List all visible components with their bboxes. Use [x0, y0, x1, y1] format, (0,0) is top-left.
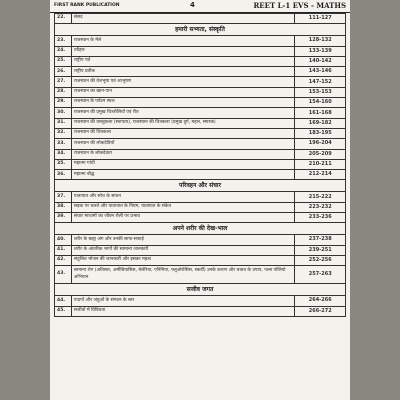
- page-header: [50, 0, 350, 13]
- book-page: [50, 0, 350, 400]
- chapter-number: 45.: [55, 306, 72, 316]
- chapter-number: 44.: [55, 296, 72, 306]
- contents-row: [55, 139, 346, 149]
- page-range: 169-182: [295, 118, 346, 128]
- page-range: 154-160: [295, 98, 346, 108]
- page-range: 140-142: [295, 56, 346, 66]
- chapter-title: राजस्थान की लोकदेवियाँ: [71, 139, 295, 149]
- chapter-title: संतुलित भोजन की जानकारी और इसका महत्व: [71, 255, 295, 265]
- page-range: 264-266: [295, 296, 346, 306]
- chapter-title: संचार माध्यमों का जीवन शैली पर प्रभाव: [71, 213, 295, 223]
- page-range: 239-251: [295, 245, 346, 255]
- chapter-number: 24.: [55, 46, 72, 56]
- chapter-title: राजस्थान की चित्रकला: [71, 128, 295, 138]
- chapter-title: महात्मा गांधी: [71, 159, 295, 169]
- page-range: 153-153: [295, 87, 346, 97]
- contents-row: [55, 14, 346, 24]
- contents-row: [55, 67, 346, 77]
- page-range: 212-214: [295, 170, 346, 180]
- contents-row: [55, 192, 346, 202]
- page-range: 233-236: [295, 213, 346, 223]
- section-heading-row: [55, 223, 346, 235]
- chapter-number: 32.: [55, 128, 72, 138]
- contents-row: [55, 118, 346, 128]
- contents-row: [55, 306, 346, 316]
- page-range: 161-168: [295, 108, 346, 118]
- chapter-number: 28.: [55, 87, 72, 97]
- chapter-number: 27.: [55, 77, 72, 87]
- chapter-number: 33.: [55, 139, 72, 149]
- page-range: 147-152: [295, 77, 346, 87]
- chapter-title: राष्ट्रीय पर्व: [71, 56, 295, 66]
- publisher-name: FIRST RANK PUBLICATION: [54, 3, 120, 8]
- chapter-title: सड़क पर चलते और यातायात के नियम, यातायात के संकेत: [71, 202, 295, 212]
- contents-row: [55, 149, 346, 159]
- contents-row: [55, 255, 346, 265]
- contents-table: [54, 13, 346, 317]
- contents-row: [55, 98, 346, 108]
- page-range: 223-232: [295, 202, 346, 212]
- chapter-title: पादपों और जंतुओं के संगठन के स्तर: [71, 296, 295, 306]
- chapter-number: 40.: [55, 235, 72, 245]
- contents-row: [55, 36, 346, 46]
- page-range: 266-272: [295, 306, 346, 316]
- chapter-number: 38.: [55, 202, 72, 212]
- page-range: 183-195: [295, 128, 346, 138]
- page-range: 128-132: [295, 36, 346, 46]
- chapter-number: 23.: [55, 36, 72, 46]
- chapter-title: राजस्थान की प्रमुख चित्रशैलियाँ एवं रीत: [71, 108, 295, 118]
- section-heading: अपने शरीर की देख-भाल: [55, 223, 346, 235]
- chapter-number: 31.: [55, 118, 72, 128]
- section-heading-row: [55, 284, 346, 296]
- chapter-number: 39.: [55, 213, 72, 223]
- section-heading: सजीव जगत: [55, 284, 346, 296]
- chapter-title: सामान्य रोग (अतिसार, अमीबियासिस, मेलेरिया, एनिमिया, फ्लूओरोसिस, स्कर्वी) उनके कारण और बचाव के उपाय, पल्स पोलियो अभियान: [71, 266, 295, 284]
- chapter-number: 25.: [55, 56, 72, 66]
- page-range: 257-263: [295, 266, 346, 284]
- chapter-number: 29.: [55, 98, 72, 108]
- page-range: 111-127: [295, 14, 346, 24]
- contents-row: [55, 296, 346, 306]
- chapter-title: संसद: [71, 14, 295, 24]
- contents-row: [55, 202, 346, 212]
- chapter-number: 37.: [55, 192, 72, 202]
- page-range: 215-222: [295, 192, 346, 202]
- chapter-title: राजस्थान के पर्यटन स्थल: [71, 98, 295, 108]
- chapter-title: महात्मा बौद्ध: [71, 170, 295, 180]
- chapter-number: 36.: [55, 170, 72, 180]
- contents-row: [55, 213, 346, 223]
- page-range: 210-211: [295, 159, 346, 169]
- chapter-title: राजस्थान की वेशभूषा एवं आभूषण: [71, 77, 295, 87]
- contents-row: [55, 266, 346, 284]
- contents-row: [55, 46, 346, 56]
- page-number: 4: [190, 1, 195, 9]
- chapter-title: राजस्थान का खान-पान: [71, 87, 295, 97]
- page-range: 143-146: [295, 67, 346, 77]
- chapter-number: 34.: [55, 149, 72, 159]
- chapter-number: 43.: [55, 266, 72, 284]
- chapter-title: त्यौहार: [71, 46, 295, 56]
- chapter-number: 42.: [55, 255, 72, 265]
- chapter-title: राजस्थान की वास्तुकला (स्थापत्य), राजस्थान की चित्रकला (प्रमुख दुर्ग, महल, स्मारक): [71, 118, 295, 128]
- section-heading-row: [55, 180, 346, 192]
- chapter-title: शरीर के आंतरिक भागों की सामान्य जानकारी: [71, 245, 295, 255]
- chapter-number: 35.: [55, 159, 72, 169]
- contents-row: [55, 159, 346, 169]
- page-range: 237-238: [295, 235, 346, 245]
- chapter-title: राजस्थान के लोकदेवता: [71, 149, 295, 159]
- section-heading: परिवहन और संचार: [55, 180, 346, 192]
- section-heading: हमारी सभ्यता, संस्कृति: [55, 24, 346, 36]
- chapter-title: राजस्थान के मेले: [71, 36, 295, 46]
- page-range: 205-209: [295, 149, 346, 159]
- chapter-title: यातायात और सोच के साधन: [71, 192, 295, 202]
- chapter-title: सजीवों में विविधता: [71, 306, 295, 316]
- page-range: 252-256: [295, 255, 346, 265]
- contents-row: [55, 108, 346, 118]
- page-range: 133-139: [295, 46, 346, 56]
- contents-row: [55, 56, 346, 66]
- contents-row: [55, 170, 346, 180]
- contents-row: [55, 235, 346, 245]
- chapter-number: 41.: [55, 245, 72, 255]
- contents-row: [55, 77, 346, 87]
- section-heading-row: [55, 24, 346, 36]
- chapter-number: 22.: [55, 14, 72, 24]
- book-title: REET L-1 EVS - MATHS: [253, 1, 346, 10]
- contents-row: [55, 128, 346, 138]
- contents-row: [55, 245, 346, 255]
- chapter-number: 30.: [55, 108, 72, 118]
- chapter-title: शरीर के बाह्य अंग और उनकी साफ-सफाई: [71, 235, 295, 245]
- contents-row: [55, 87, 346, 97]
- page-range: 196-204: [295, 139, 346, 149]
- chapter-title: राष्ट्रीय प्रतीक: [71, 67, 295, 77]
- chapter-number: 26.: [55, 67, 72, 77]
